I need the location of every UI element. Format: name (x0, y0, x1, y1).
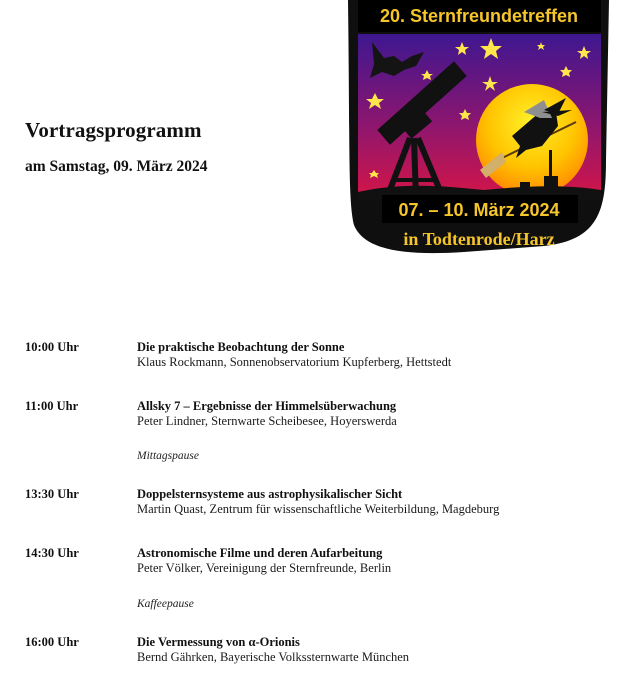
entry-speaker: Bernd Gährken, Bayerische Volkssternwarte München (137, 650, 410, 664)
entry-time: 16:00 Uhr (25, 635, 79, 649)
entry-title: Allsky 7 – Ergebnisse der Himmelsüberwachung (137, 399, 397, 413)
event-logo (344, 0, 613, 258)
event-dates: 07. – 10. März 2024 (398, 200, 560, 220)
entry-speaker: Peter Lindner, Sternwarte Scheibesee, Hoyerswerda (137, 414, 397, 428)
entry-speaker: Klaus Rockmann, Sonnenobservatorium Kupferberg, Hettstedt (137, 355, 452, 369)
event-title: 20. Sternfreundetreffen (379, 6, 579, 26)
entry-time: 11:00 Uhr (25, 399, 79, 413)
entry-time: 10:00 Uhr (25, 340, 79, 354)
entry-speaker: Peter Völker, Vereinigung der Sternfreunde, Berlin (137, 561, 392, 575)
entry-speaker: Martin Quast, Zentrum für wissenschaftliche Weiterbildung, Magdeburg (137, 502, 500, 516)
page-subtitle: am Samstag, 09. März 2024 (25, 158, 208, 175)
entry-time: 14:30 Uhr (25, 546, 79, 560)
entry-title: Die praktische Beobachtung der Sonne (137, 340, 345, 354)
entry-title: Astronomische Filme und deren Aufarbeitung (137, 546, 383, 560)
event-location: in Todtenrode/Harz (403, 229, 555, 249)
entry-time: 13:30 Uhr (25, 487, 79, 501)
entry-title: Die Vermessung von α-Orionis (137, 635, 300, 649)
pause-label: Kaffeepause (137, 598, 194, 610)
page-title: Vortragsprogramm (25, 118, 202, 142)
entry-title: Doppelsternsysteme aus astrophysikalischer Sicht (137, 487, 403, 501)
pause-label: Mittagspause (137, 450, 199, 462)
